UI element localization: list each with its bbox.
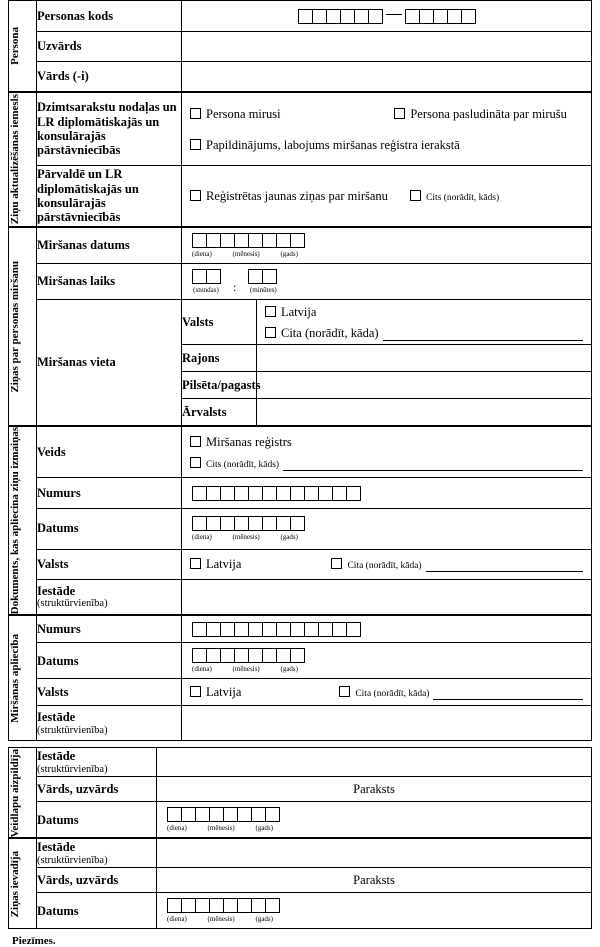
checkbox-cits-parvalde[interactable]: [410, 190, 421, 201]
label-apl-datums: Datums: [37, 643, 182, 679]
option-dok-valsts-latvija[interactable]: Latvija: [190, 557, 331, 572]
section-veidlapu-aizpildija: [8, 747, 592, 838]
section-zinas-par-mirsanu: [8, 227, 592, 426]
section-zinu-aktualizesanas: [8, 92, 592, 227]
option-cits-norādīt[interactable]: Cits (norādīt, kāds): [410, 189, 499, 204]
label-parvalde-lr: Pārvaldē un LR diplomātiskajās un konsulārajās pārstāvniecībās: [37, 166, 182, 227]
field-mirsanas-datums[interactable]: (diena) (mēnesis) (gads): [182, 228, 592, 264]
label-apl-iestade: Iestāde (struktūrvienība): [37, 706, 182, 741]
option-apl-valsts-cita[interactable]: Cita (norādīt, kāda): [339, 685, 429, 700]
time-colon: :: [233, 280, 237, 294]
field-zi-iestade[interactable]: [157, 839, 592, 868]
mirsanas-datums-comb[interactable]: [192, 233, 305, 248]
veidlapu-aizpildija-vertical-label: Veidlapu aizpildīja: [9, 748, 37, 838]
valsts-cita-input[interactable]: [383, 329, 583, 341]
mirsanas-laiks-minutes[interactable]: [248, 269, 277, 284]
dok-valsts-cita-input[interactable]: [426, 560, 583, 572]
label-zi-vards-uzvards: Vārds, uzvārds: [37, 868, 157, 893]
label-uzvards: Uzvārds: [37, 32, 182, 62]
label-dok-veids: Veids: [37, 427, 182, 478]
field-dok-datums[interactable]: (diena) (mēnesis) (gads): [182, 508, 592, 549]
option-valsts-cita[interactable]: Cita (norādīt, kāda): [265, 326, 379, 341]
checkbox-persona-mirusi[interactable]: [190, 108, 201, 119]
va-datums-comb[interactable]: [167, 807, 280, 822]
field-dok-iestade[interactable]: [182, 580, 592, 615]
label-zi-datums: Datums: [37, 893, 157, 929]
option-persona-mirusi[interactable]: Persona mirusi: [190, 107, 281, 122]
label-vieta-valsts: Valsts: [182, 300, 257, 345]
field-dok-valsts: [182, 549, 592, 580]
field-personas-kods[interactable]: [182, 1, 592, 32]
field-dok-numurs[interactable]: [182, 478, 592, 509]
dokuments-vertical-label: Dokuments, kas apliecina ziņu izmaiņas: [9, 427, 37, 615]
section-persona: [8, 0, 592, 92]
label-dok-iestade: Iestāde (struktūrvienība): [37, 580, 182, 615]
field-uzvards[interactable]: [182, 32, 592, 62]
field-vieta-valsts: [257, 300, 592, 345]
checkbox-apl-valsts-latvija[interactable]: [190, 686, 201, 697]
section-mirsanas-apliecibа: [8, 615, 592, 741]
field-zi-paraksts[interactable]: Paraksts: [157, 868, 592, 893]
section-dokuments: [8, 426, 592, 615]
zinas-par-mirsanu-vertical-label: Ziņas par personas miršanu: [9, 228, 37, 426]
notes-label: Piezīmes.: [12, 935, 56, 947]
field-apl-valsts: [182, 679, 592, 706]
label-dzimtsarakstu-nodalas: Dzimtsarakstu nodaļas un LR diplomātiskajās un konsulārajās pārstāvniecībās: [37, 93, 182, 166]
field-va-iestade[interactable]: [157, 748, 592, 777]
checkbox-valsts-cita[interactable]: [265, 327, 276, 338]
personas-kods-part2[interactable]: [405, 9, 476, 24]
label-arvalsts: Ārvalsts: [182, 399, 257, 426]
zinas-ievadija-vertical-label: Ziņas ievadīja: [9, 839, 37, 929]
apl-datums-comb[interactable]: [192, 648, 305, 663]
label-mirsanas-vieta: Miršanas vieta: [37, 300, 182, 426]
label-va-datums: Datums: [37, 802, 157, 838]
checkbox-apl-valsts-cita[interactable]: [339, 686, 350, 697]
option-registretas-jaunas-zinas[interactable]: Reģistrētas jaunas ziņas par miršanu: [190, 189, 388, 204]
zi-datums-comb[interactable]: [167, 898, 280, 913]
checkbox-mirsanas-registrs[interactable]: [190, 436, 201, 447]
label-pilseta-pagasts: Pilsēta/pagasts: [182, 372, 257, 399]
field-dzimtsarakstu-options: [182, 93, 592, 166]
mirsanas-laiks-stundas[interactable]: [192, 269, 221, 284]
field-mirsanas-laiks[interactable]: (stundas) : (minūtes): [182, 264, 592, 300]
label-dok-valsts: Valsts: [37, 549, 182, 580]
apl-numurs-comb[interactable]: [192, 622, 361, 637]
personas-kods-part1[interactable]: [298, 9, 383, 24]
field-pilseta-pagasts[interactable]: [257, 372, 592, 399]
label-apl-numurs: Numurs: [37, 616, 182, 643]
label-dok-numurs: Numurs: [37, 478, 182, 509]
label-va-vards-uzvards: Vārds, uzvārds: [37, 777, 157, 802]
label-apl-valsts: Valsts: [37, 679, 182, 706]
label-rajons: Rajons: [182, 345, 257, 372]
checkbox-valsts-latvija[interactable]: [265, 306, 276, 317]
option-valsts-latvija[interactable]: Latvija: [265, 305, 316, 320]
label-mirsanas-laiks: Miršanas laiks: [37, 264, 182, 300]
label-va-iestade: Iestāde (struktūrvienība): [37, 748, 157, 777]
field-va-datums[interactable]: (diena) (mēnesis) (gads): [157, 802, 592, 838]
option-papildinajums[interactable]: Papildinājums, labojums miršanas reģistra ierakstā: [190, 138, 460, 153]
field-apl-datums[interactable]: (diena) (mēnesis) (gads): [182, 643, 592, 679]
field-va-paraksts[interactable]: Paraksts: [157, 777, 592, 802]
dok-datums-comb[interactable]: [192, 516, 305, 531]
field-zi-datums[interactable]: (diena) (mēnesis) (gads): [157, 893, 592, 929]
label-dok-datums: Datums: [37, 508, 182, 549]
kods-dash: [386, 14, 402, 15]
section-zinas-ievadija: [8, 838, 592, 929]
option-apl-valsts-latvija[interactable]: Latvija: [190, 685, 339, 700]
field-apl-numurs[interactable]: [182, 616, 592, 643]
label-vards: Vārds (-i): [37, 62, 182, 92]
label-personas-kods: Personas kods: [37, 1, 182, 32]
field-parvalde-options: [182, 166, 592, 227]
checkbox-dok-valsts-latvija[interactable]: [190, 558, 201, 569]
zinu-aktualizesanas-vertical-label: Ziņu aktualizēšanas iemesls: [9, 93, 37, 227]
option-dok-valsts-cita[interactable]: Cita (norādīt, kāda): [331, 557, 421, 572]
checkbox-persona-pasludinata[interactable]: [394, 108, 405, 119]
field-apl-iestade[interactable]: [182, 706, 592, 741]
label-mirsanas-datums: Miršanas datums: [37, 228, 182, 264]
option-dok-cits[interactable]: Cits (norādīt, kāds): [190, 456, 279, 471]
checkbox-dok-cits[interactable]: [190, 457, 201, 468]
option-mirsanas-registrs[interactable]: Miršanas reģistrs: [190, 435, 292, 450]
field-dok-veids: [182, 427, 592, 478]
field-vards[interactable]: [182, 62, 592, 92]
dok-cits-input[interactable]: [283, 459, 583, 471]
checkbox-dok-valsts-cita[interactable]: [331, 558, 342, 569]
dok-numurs-comb[interactable]: [192, 486, 361, 501]
apl-valsts-cita-input[interactable]: [433, 688, 583, 700]
checkbox-registretas-jaunas-zinas[interactable]: [190, 190, 201, 201]
label-zi-iestade: Iestāde (struktūrvienība): [37, 839, 157, 868]
mirsanas-apliecibа-vertical-label: Miršanas apliecība: [9, 616, 37, 741]
persona-vertical-label: Persona: [9, 1, 37, 92]
field-arvalsts[interactable]: [257, 399, 592, 426]
field-rajons[interactable]: [257, 345, 592, 372]
option-persona-pasludinata[interactable]: Persona pasludināta par mirušu: [394, 107, 567, 122]
checkbox-papildinajums[interactable]: [190, 139, 201, 150]
